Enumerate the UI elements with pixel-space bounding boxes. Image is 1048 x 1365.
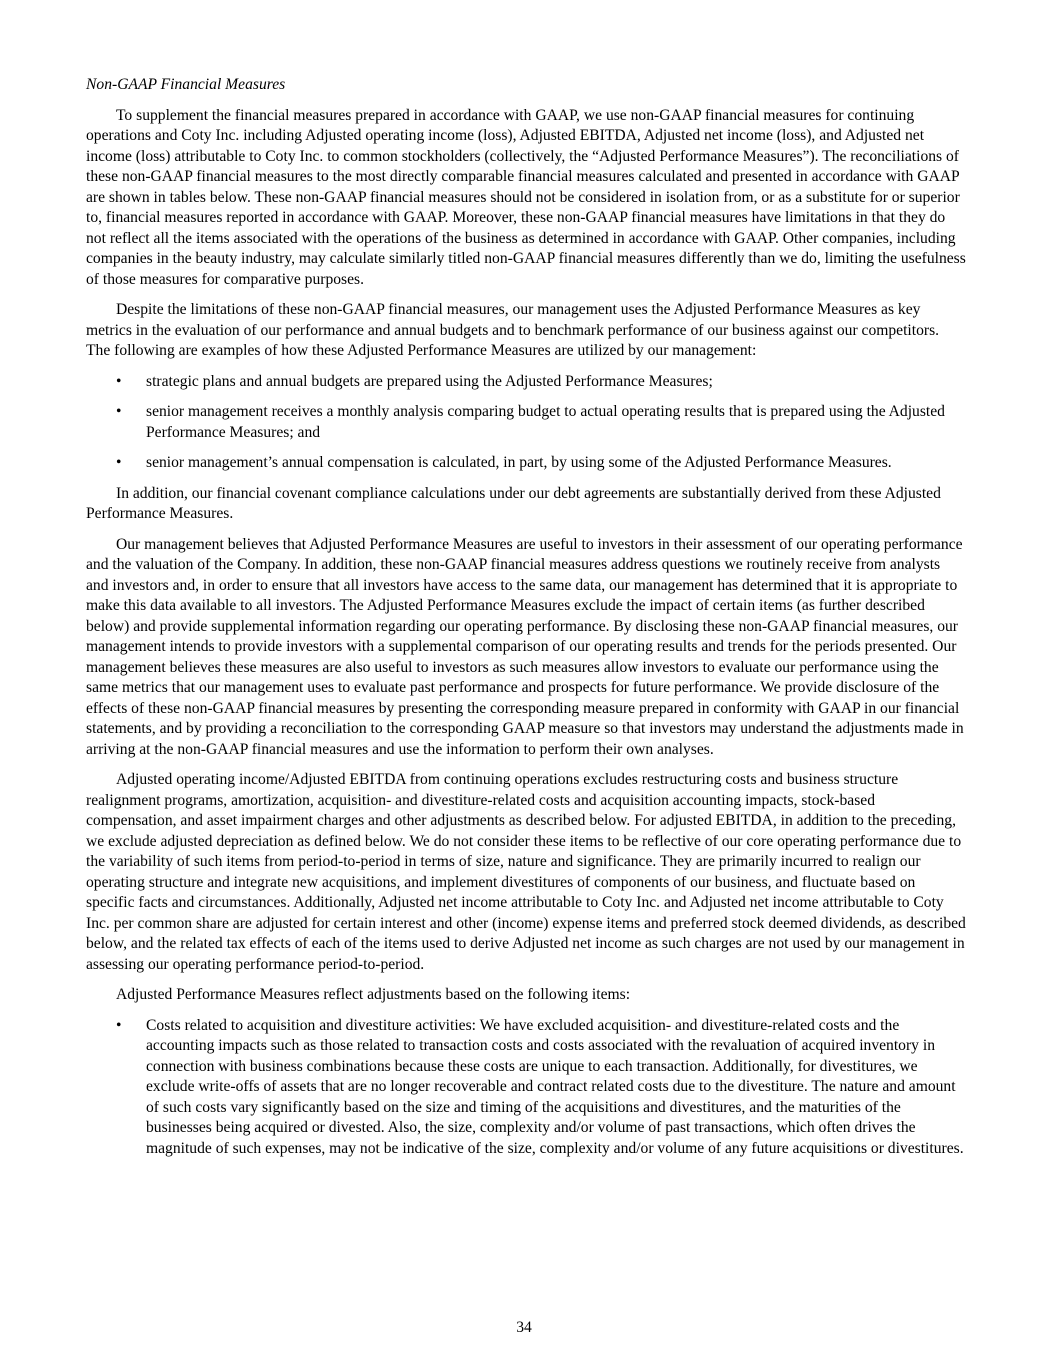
paragraph: Despite the limitations of these non-GAAP financial measures, our management uses the Adjusted Performance Measures as key metrics in the evaluation of our performance and annual budgets and to benchmark performance of our business against our competitors. The following are examples of how these Adjusted Performance Measures are utilized by our management:: [86, 301, 940, 359]
list-item-text: Costs related to acquisition and divestiture activities: We have excluded acquisition- and divestiture-related costs and the accounting impacts such as those related to transaction costs and costs associated with the revaluation of acquired inventory in connection with business combinations because these costs are unique to each transaction. Additionally, for divestitures, we exclude write-offs of assets that are no longer recoverable and contract related costs due to the divestiture. The nature and amount of such costs vary significantly based on the size and timing of the acquisitions and divestitures, and the maturities of the businesses being acquired or divested. Also, the size, complexity and/or volume of past transactions, which often drives the magnitude of such expenses, may not be indicative of the size, complexity and/or volume of any future acquisitions or divestitures.: [146, 1016, 964, 1157]
list-item-text: senior management’s annual compensation is calculated, in part, by using some of the Adjusted Performance Measures.: [146, 454, 892, 471]
section-heading: Non-GAAP Financial Measures: [86, 76, 286, 93]
page-number: 34: [516, 1319, 532, 1336]
paragraph: To supplement the financial measures prepared in accordance with GAAP, we use non-GAAP financial measures for continuing operations and Coty Inc. including Adjusted operating income (loss), Adjusted EBITDA, Adjusted net income (loss), and Adjusted net income (loss) attributable to Coty Inc. to common stockholders (collectively, the “Adjusted Performance Measures”). The reconciliations of these non-GAAP financial measures to the most directly comparable financial measures calculated and presented in accordance with GAAP are shown in tables below. These non-GAAP financial measures should not be considered in isolation from, or as a substitute for or superior to, financial measures reported in accordance with GAAP. Moreover, these non-GAAP financial measures have limitations in that they do not reflect all the items associated with the operations of the business as determined in accordance with GAAP. Other companies, including companies in the beauty industry, may calculate similarly titled non-GAAP financial measures differently than we do, limiting the usefulness of those measures for comparative purposes.: [86, 106, 966, 288]
paragraph: In addition, our financial covenant compliance calculations under our debt agreements are substantially derived from these Adjusted Performance Measures.: [86, 484, 941, 522]
list-item-text: senior management receives a monthly analysis comparing budget to actual operating results that is prepared using the Adjusted Performance Measures; and: [146, 403, 945, 441]
paragraph: Adjusted Performance Measures reflect adjustments based on the following items:: [116, 986, 631, 1003]
bullet-list: [86, 372, 966, 474]
list-item: [86, 402, 966, 443]
bullet-icon: •: [116, 1016, 122, 1034]
bullet-icon: •: [116, 403, 122, 420]
bullet-icon: •: [116, 372, 122, 390]
list-item: [86, 1016, 966, 1160]
bullet-icon: •: [116, 454, 122, 471]
list-item: [86, 453, 966, 474]
paragraph: Our management believes that Adjusted Performance Measures are useful to investors in their assessment of our operating performance and the valuation of the Company. In addition, these non-GAAP financial measures address questions we routinely receive from analysts and investors and, in order to ensure that all investors have access to the same data, our management has determined that it is appropriate to make this data available to all investors. The Adjusted Performance Measures exclude the impact of certain items (as further described below) and provide supplemental information regarding our operating performance. By disclosing these non-GAAP financial measures, our management intends to provide investors with a supplemental comparison of our operating results and trends for the periods presented. Our management believes these measures are also useful to investors as such measures allow investors to evaluate our performance using the same metrics that our management uses to evaluate past performance and prospects for future performance. We provide disclosure of the effects of these non-GAAP financial measures by presenting the corresponding measure prepared in conformity with GAAP in our financial statements, and by providing a reconciliation to the corresponding GAAP measure so that investors may understand the adjustments made in arriving at the non-GAAP financial measures and use the information to perform their own analyses.: [86, 535, 964, 758]
bullet-list: [86, 1016, 966, 1160]
list-item-text: strategic plans and annual budgets are prepared using the Adjusted Performance Measures;: [146, 372, 713, 390]
paragraph: Adjusted operating income/Adjusted EBITDA from continuing operations excludes restructuring costs and business structure realignment programs, amortization, acquisition- and divestiture-related costs and acquisition accounting impacts, stock-based compensation, and asset impairment charges and other adjustments as described below. For adjusted EBITDA, in addition to the preceding, we exclude adjusted depreciation as defined below. We do not consider these items to be reflective of our core operating performance due to the variability of such items from period-to-period in terms of size, nature and significance. They are primarily incurred to realign our operating structure and integrate new acquisitions, and implement divestitures of components of our business, and fluctuate based on specific facts and circumstances. Additionally, Adjusted net income attributable to Coty Inc. and Adjusted net income attributable to Coty Inc. per common share are adjusted for certain interest and other (income) expense items and preferred stock deemed dividends, as described below, and the related tax effects of each of the items used to derive Adjusted net income as such charges are not used by our management in assessing our operating performance period-to-period.: [86, 771, 966, 973]
document-page: [86, 75, 966, 1169]
list-item: [86, 372, 966, 393]
